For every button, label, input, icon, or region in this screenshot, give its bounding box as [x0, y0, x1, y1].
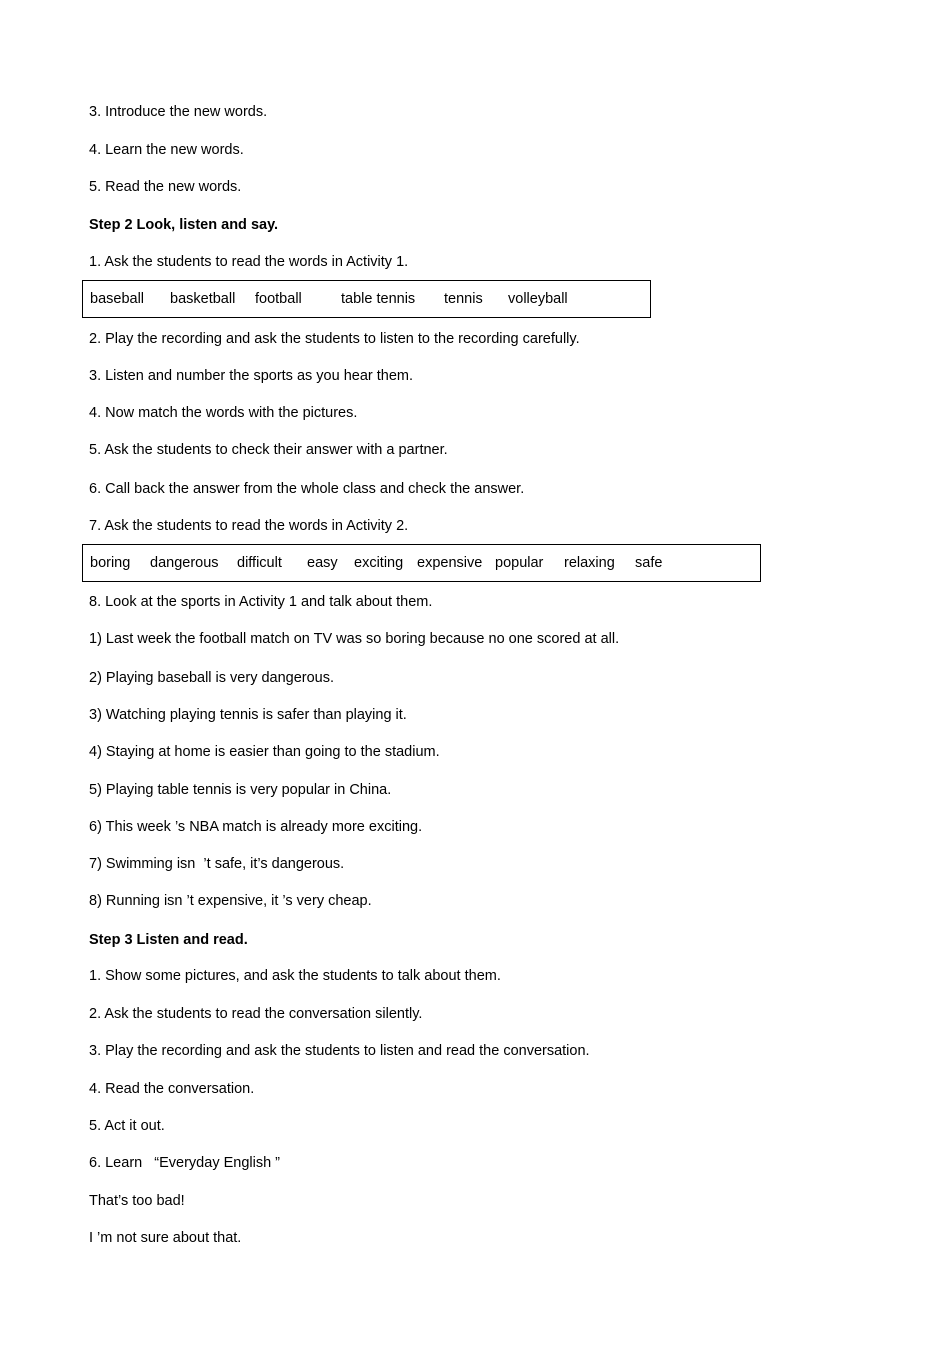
step3-item-3: 3. Play the recording and ask the students to listen and read the conversation.	[89, 1043, 590, 1059]
activity2-word-box	[82, 544, 761, 582]
step2-item-2: 2. Play the recording and ask the students to listen to the recording carefully.	[89, 331, 580, 347]
word-basketball: basketball	[170, 291, 236, 307]
word-boring: boring	[90, 555, 131, 571]
step3-item-6: 6. Learn “Everyday English ”	[89, 1155, 281, 1171]
step2-item-5: 5. Ask the students to check their answer with a partner.	[89, 442, 448, 458]
word-easy: easy	[307, 555, 338, 571]
word-dangerous: dangerous	[150, 555, 219, 571]
step2-heading: Step 2 Look, listen and say.	[89, 217, 279, 233]
step3-heading: Step 3 Listen and read.	[89, 932, 248, 948]
word-safe: safe	[635, 555, 663, 571]
example-4: 4) Staying at home is easier than going to the stadium.	[89, 744, 440, 760]
step2-item-4: 4. Now match the words with the pictures.	[89, 405, 358, 421]
step3-item-1: 1. Show some pictures, and ask the students to talk about them.	[89, 968, 501, 984]
example-7: 7) Swimming isn ’t safe, it’s dangerous.	[89, 856, 345, 872]
word-baseball: baseball	[90, 291, 145, 307]
step1-item-3: 3. Introduce the new words.	[89, 104, 268, 120]
word-exciting: exciting	[354, 555, 404, 571]
step1-item-4: 4. Learn the new words.	[89, 142, 244, 158]
step3-item-4: 4. Read the conversation.	[89, 1081, 255, 1097]
word-table-tennis: table tennis	[341, 291, 416, 307]
example-5: 5) Playing table tennis is very popular in China.	[89, 782, 392, 798]
word-tennis: tennis	[444, 291, 483, 307]
activity1-word-box	[82, 280, 651, 318]
phrase-2: I ’m not sure about that.	[89, 1230, 242, 1246]
word-expensive: expensive	[417, 555, 483, 571]
step3-item-5: 5. Act it out.	[89, 1118, 165, 1134]
example-6: 6) This week ’s NBA match is already more exciting.	[89, 819, 423, 835]
word-popular: popular	[495, 555, 544, 571]
word-volleyball: volleyball	[508, 291, 568, 307]
word-relaxing: relaxing	[564, 555, 615, 571]
example-3: 3) Watching playing tennis is safer than playing it.	[89, 707, 407, 723]
step2-item-6: 6. Call back the answer from the whole class and check the answer.	[89, 481, 525, 497]
word-difficult: difficult	[237, 555, 282, 571]
word-football: football	[255, 291, 302, 307]
example-8: 8) Running isn ’t expensive, it ’s very cheap.	[89, 893, 372, 909]
step2-item-7: 7. Ask the students to read the words in Activity 2.	[89, 518, 409, 534]
step3-item-2: 2. Ask the students to read the conversation silently.	[89, 1006, 423, 1022]
example-2: 2) Playing baseball is very dangerous.	[89, 670, 335, 686]
step1-item-5: 5. Read the new words.	[89, 179, 242, 195]
step2-item-3: 3. Listen and number the sports as you hear them.	[89, 368, 414, 384]
phrase-1: That’s too bad!	[89, 1193, 185, 1209]
step2-item-8: 8. Look at the sports in Activity 1 and talk about them.	[89, 594, 433, 610]
step2-item-1: 1. Ask the students to read the words in Activity 1.	[89, 254, 409, 270]
example-1: 1) Last week the football match on TV was so boring because no one scored at all.	[89, 631, 620, 647]
